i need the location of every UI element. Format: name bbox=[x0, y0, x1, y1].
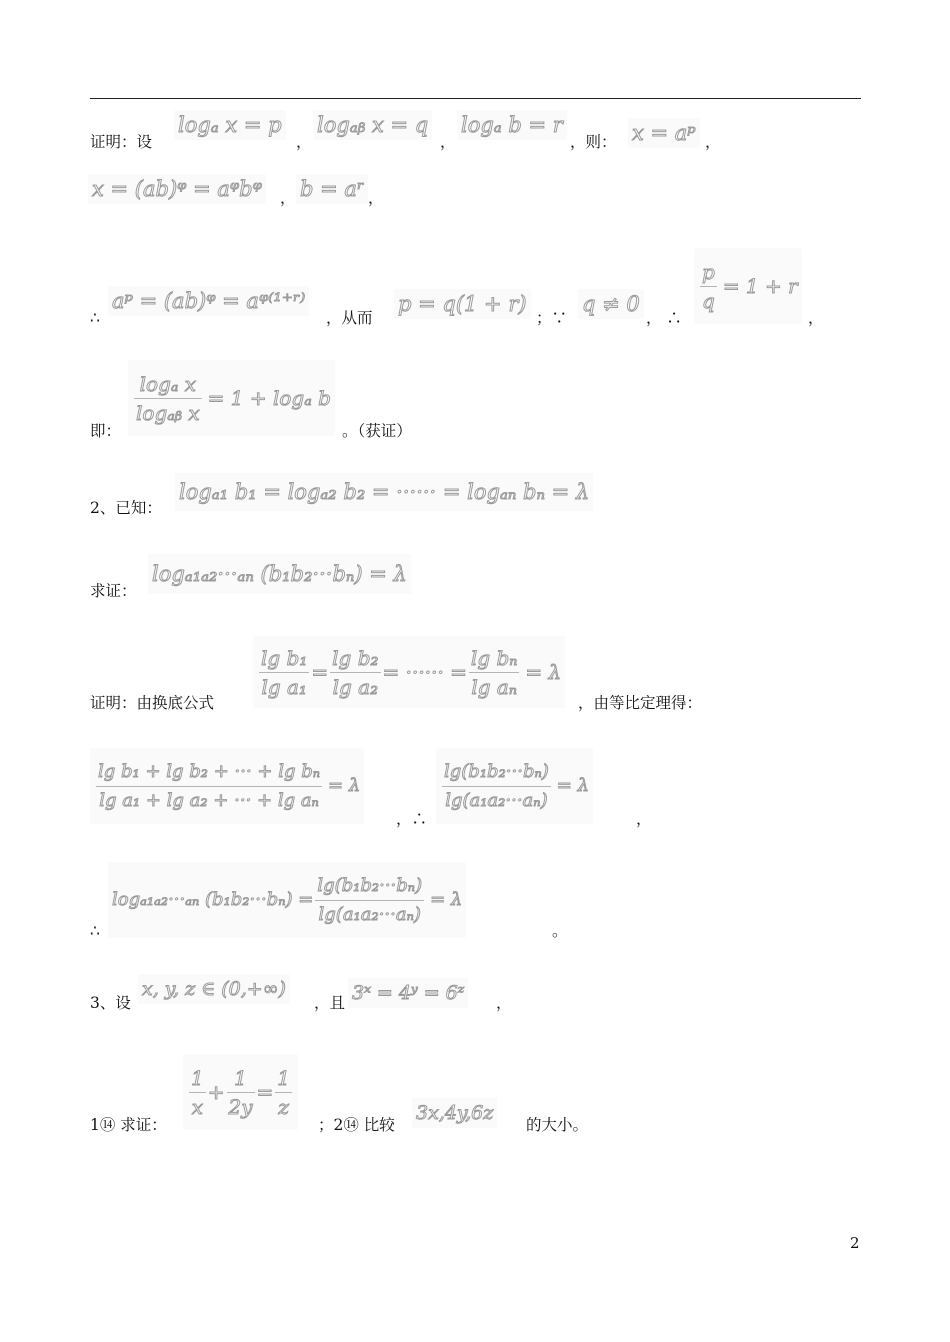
formula-xyz-domain: x, y, z ∈ (0,+∞) bbox=[138, 974, 290, 1004]
formula-log-ratio: $\frac{\text{logₐ x}}{\text{logₐᵦ x}}$ = 1 + logₐ b bbox=[128, 360, 335, 436]
problem-2-label: 2、已知： bbox=[90, 499, 162, 517]
comma: ， bbox=[705, 133, 721, 151]
period: 。 bbox=[552, 922, 568, 940]
formula-x-eq-a-p: x = aᵖ bbox=[628, 118, 700, 148]
sub-question-2: ；2⑭ 比较 bbox=[318, 1116, 395, 1134]
comma: ， bbox=[636, 810, 652, 828]
formula-log-chain: logₐ₁ b₁ = logₐ₂ b₂ = ······ = logₐₙ bₙ = λ bbox=[175, 473, 593, 511]
therefore-text: ， ∴ bbox=[646, 309, 682, 327]
header-rule bbox=[90, 98, 861, 99]
formula-p-q-1-r: p = q(1 + r) bbox=[394, 289, 531, 319]
formula-lg-product-ratio: $\frac{\text{lg(b₁b₂···bₙ)}}{\text{lg(a₁a₂···aₙ)}}$ = λ bbox=[436, 748, 593, 824]
formula-b-eq-a-r: b = aʳ bbox=[296, 174, 368, 204]
comma: ， bbox=[368, 189, 384, 207]
formula-log-a-b: logₐ b = r bbox=[457, 110, 567, 140]
formula-3x-4y-6z: 3ˣ = 4ʸ = 6ᶻ bbox=[348, 978, 468, 1008]
page-number: 2 bbox=[850, 1234, 860, 1252]
comma: ， bbox=[496, 994, 512, 1012]
size-text: 的大小。 bbox=[526, 1116, 589, 1134]
i-e-label: 即： bbox=[90, 422, 122, 440]
proof-change-base-text: 证明：由换底公式 bbox=[90, 694, 215, 712]
and-text: ，且 bbox=[314, 994, 346, 1012]
therefore-symbol: ∴ bbox=[90, 309, 100, 327]
then-text: ，则： bbox=[570, 133, 617, 151]
hence-text: ，从而 bbox=[326, 309, 373, 327]
therefore-symbol: ∴ bbox=[90, 922, 100, 940]
prove-label: 求证： bbox=[90, 582, 137, 600]
formula-x-ab-q: x = (ab)ᵠ = aᵠbᵠ bbox=[88, 174, 266, 204]
proof-label: 证明：设 bbox=[90, 133, 153, 151]
sub-question-1: 1⑭ 求证： bbox=[90, 1116, 167, 1134]
formula-compare-terms: 3x,4y,6z bbox=[412, 1098, 497, 1128]
formula-ap-abq: aᵖ = (ab)ᵠ = aᵠ⁽¹⁺ʳ⁾ bbox=[108, 286, 309, 316]
problem-3-label: 3、设 bbox=[90, 994, 131, 1012]
comma: ， bbox=[280, 189, 296, 207]
proved-text: 。（获证） bbox=[342, 422, 412, 440]
formula-conclusion: logₐ₁ₐ₂···ₐₙ (b₁b₂···bₙ) = $\frac{\text{lg(b₁b₂···bₙ)}}{\text{lg(a₁a₂···aₙ)}}$ = λ bbox=[108, 862, 466, 938]
formula-log-a-x: logₐ x = p bbox=[174, 110, 286, 140]
comma: ， bbox=[808, 309, 824, 327]
formula-log-ab-x: logₐᵦ x = q bbox=[313, 110, 432, 140]
comma: ， bbox=[440, 133, 456, 151]
equal-ratio-text: ，由等比定理得： bbox=[578, 694, 703, 712]
formula-log-product: logₐ₁ₐ₂···ₐₙ (b₁b₂···bₙ) = λ bbox=[148, 554, 411, 594]
formula-reciprocal-sum: $\frac{1}{x}$ + $\frac{1}{2y}$ = $\frac{1}{z}$ bbox=[183, 1054, 298, 1130]
therefore-text: ，∴ bbox=[396, 810, 428, 828]
comma: ， bbox=[296, 133, 312, 151]
formula-q-neq-0: q ≠ 0 bbox=[578, 289, 644, 319]
formula-lg-sum-ratio: $\frac{\text{lg b₁ + lg b₂ + ··· + lg bₙ}}{\text{lg a₁ + lg a₂ + ··· + lg aₙ}}$ = λ bbox=[90, 748, 364, 824]
because-text: ；∵ bbox=[536, 309, 568, 327]
formula-p-over-q: $\frac{p}{q}$ = 1 + r bbox=[694, 248, 802, 324]
formula-lg-ratios: $\frac{\text{lg b₁}}{\text{lg a₁}}$ = $\frac{\text{lg b₂}}{\text{lg a₂}}$ = ······ = $\frac{\text{lg bₙ}}{\text{lg aₙ}}$ = λ bbox=[253, 636, 565, 708]
